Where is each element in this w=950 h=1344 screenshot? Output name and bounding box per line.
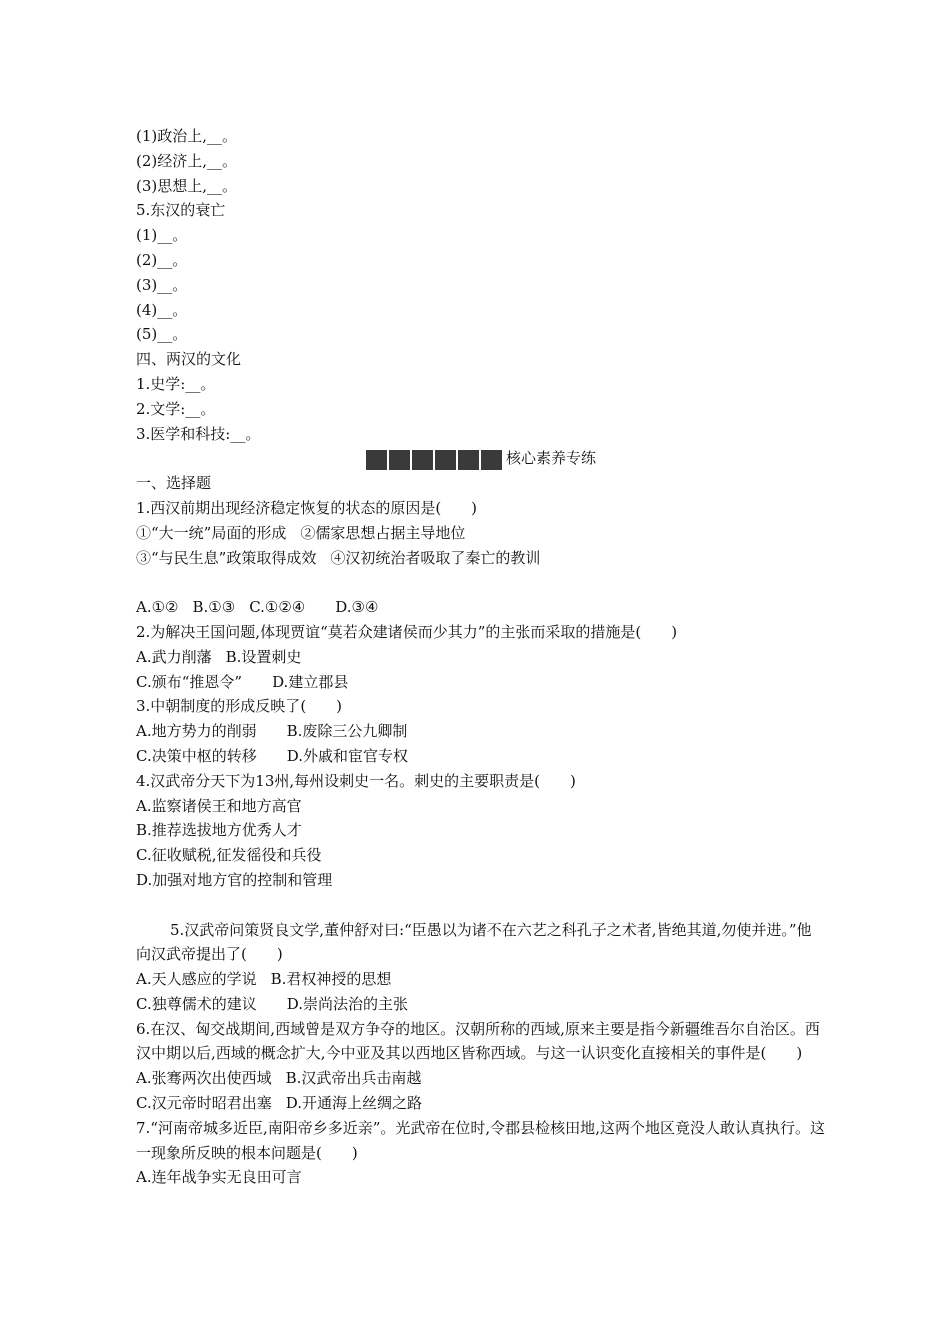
statement-2: ②儒家思想占据主导地位: [300, 523, 466, 542]
question-6-choices: [136, 1091, 826, 1116]
statement-4: ④汉初统治者吸取了秦亡的教训: [330, 548, 541, 567]
choice-a[interactable]: A.张骞两次出使西域: [136, 1069, 272, 1088]
question-1-stem: 1.西汉前期出现经济稳定恢复的状态的原因是( ): [136, 498, 478, 517]
culture-item: 3.医学和科技:__。: [136, 424, 261, 443]
question-6-stem: 6.在汉、匈交战期间,西域曾是双方争夺的地区。汉朝所称的西域,原来主要是指今新疆维吾尔自治区。西汉中期以后,西域的概念扩大,今中亚及其以西地区皆称西域。与这一认识变化直接相关的事件是( ): [136, 1019, 820, 1063]
decline-item: (4)__。: [136, 300, 188, 319]
statement-3: ③“与民生息”政策取得成效: [136, 548, 317, 567]
choice-b[interactable]: B.汉武帝出兵击南越: [285, 1069, 422, 1088]
question-4-stem: 4.汉武帝分天下为13州,每州设刺史一名。刺史的主要职责是( ): [136, 771, 576, 790]
choice-d[interactable]: D.外戚和宦官专权: [286, 746, 408, 765]
banner-decoration: [366, 447, 504, 472]
choice-b[interactable]: B.设置刺史: [225, 647, 302, 666]
culture-item: 1.史学:__。: [136, 374, 216, 393]
choice-c[interactable]: C.征收赋税,征发徭役和兵役: [136, 846, 322, 865]
question-2-choices: [136, 670, 826, 695]
banner-label: 核心素养专练: [505, 449, 596, 468]
culture-heading: 四、两汉的文化: [136, 350, 242, 369]
question-3-choices: [136, 744, 826, 769]
decline-heading: 5.东汉的衰亡: [136, 201, 226, 220]
choice-a[interactable]: A.监察诸侯王和地方高官: [136, 796, 302, 815]
decline-item: (1)__。: [136, 226, 188, 245]
choice-d[interactable]: D.建立郡县: [272, 672, 349, 691]
choice-a[interactable]: A.连年战争实无良田可言: [136, 1168, 302, 1187]
choice-d[interactable]: D.崇尚法治的主张: [286, 994, 408, 1013]
question-7-stem: 7.“河南帝城多近臣,南阳帝乡多近亲”。光武帝在位时,令郡县检核田地,这两个地区竟没人敢认真执行。这一现象所反映的根本问题是( ): [136, 1118, 825, 1162]
question-5-choices: [136, 992, 826, 1017]
question-5-stem: 5.汉武帝问策贤良文学,董仲舒对曰:“臣愚以为诸不在六艺之科孔子之术者,皆绝其道,勿使并进。”他向汉武帝提出了( ): [136, 920, 812, 964]
choice-c[interactable]: C.①②④: [249, 598, 306, 617]
decline-item: (2)__。: [136, 250, 188, 269]
section-banner: [136, 446, 826, 471]
question-3-stem: 3.中朝制度的形成反映了( ): [136, 697, 343, 716]
question-5-choices: [136, 967, 826, 992]
decline-item: (3)__。: [136, 275, 188, 294]
choice-b[interactable]: B.推荐选拔地方优秀人才: [136, 821, 302, 840]
choice-d[interactable]: D.开通海上丝绸之路: [285, 1094, 422, 1113]
choice-d[interactable]: D.③④: [335, 598, 379, 617]
question-1-statements: [136, 546, 826, 571]
choice-c[interactable]: C.汉元帝时昭君出塞: [136, 1094, 272, 1113]
choice-b[interactable]: B.①③: [192, 598, 236, 617]
choice-c[interactable]: C.独尊儒术的建议: [136, 994, 257, 1013]
choice-c[interactable]: C.颁布“推恩令”: [136, 672, 243, 691]
section-title: 一、选择题: [136, 474, 212, 493]
question-3-choices: [136, 719, 826, 744]
choice-a[interactable]: A.地方势力的削弱: [136, 722, 257, 741]
choice-c[interactable]: C.决策中枢的转移: [136, 746, 257, 765]
question-1-choices: [136, 595, 826, 620]
question-6-choices: [136, 1066, 826, 1091]
choice-d[interactable]: D.加强对地方官的控制和管理: [136, 870, 333, 889]
outline-politics: (1)政治上,__。: [136, 127, 238, 145]
culture-item: 2.文学:__。: [136, 399, 216, 418]
document-page: [136, 124, 826, 1190]
question-2-stem: 2.为解决王国问题,体现贾谊“莫若众建诸侯而少其力”的主张而采取的措施是( ): [136, 622, 678, 641]
outline-economy: (2)经济上,__。: [136, 151, 238, 170]
question-2-choices: [136, 645, 826, 670]
outline-thought: (3)思想上,__。: [136, 176, 238, 195]
decline-item: (5)__。: [136, 325, 188, 344]
statement-1: ①“大一统”局面的形成: [136, 523, 287, 542]
choice-b[interactable]: B.废除三公九卿制: [286, 722, 408, 741]
choice-b[interactable]: B.君权神授的思想: [270, 970, 392, 989]
choice-a[interactable]: A.①②: [136, 598, 179, 617]
choice-a[interactable]: A.天人感应的学说: [136, 970, 257, 989]
question-1-statements: [136, 521, 826, 546]
choice-a[interactable]: A.武力削藩: [136, 647, 212, 666]
